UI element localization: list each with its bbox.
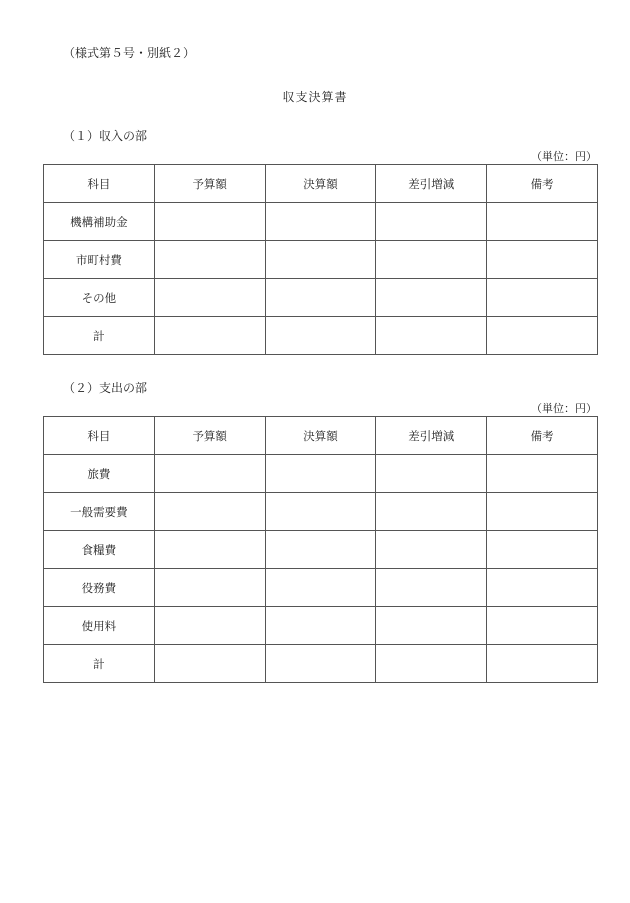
table-header-row (44, 165, 598, 203)
difference-cell[interactable] (376, 455, 487, 493)
table-row-total (44, 645, 598, 683)
header-budget: 予算額 (154, 165, 265, 203)
budget-cell[interactable] (154, 279, 265, 317)
row-item-label: 旅費 (44, 455, 155, 493)
header-actual: 決算額 (265, 417, 376, 455)
remarks-cell[interactable] (487, 569, 598, 607)
table-row (44, 531, 598, 569)
table-header-row (44, 417, 598, 455)
budget-cell[interactable] (154, 607, 265, 645)
actual-cell[interactable] (265, 569, 376, 607)
table-row (44, 241, 598, 279)
row-item-label: 一般需要費 (44, 493, 155, 531)
header-remarks: 備考 (487, 165, 598, 203)
budget-cell[interactable] (154, 455, 265, 493)
difference-cell[interactable] (376, 645, 487, 683)
table-row (44, 569, 598, 607)
header-item: 科目 (44, 165, 155, 203)
difference-cell[interactable] (376, 203, 487, 241)
actual-cell[interactable] (265, 645, 376, 683)
income-table (43, 164, 598, 355)
budget-cell[interactable] (154, 531, 265, 569)
remarks-cell[interactable] (487, 203, 598, 241)
remarks-cell[interactable] (487, 645, 598, 683)
row-item-label: 役務費 (44, 569, 155, 607)
header-remarks: 備考 (487, 417, 598, 455)
difference-cell[interactable] (376, 279, 487, 317)
actual-cell[interactable] (265, 241, 376, 279)
income-section-title: （１）収入の部 (63, 129, 148, 143)
expense-unit-label: （単位：円） (531, 402, 597, 415)
remarks-cell[interactable] (487, 241, 598, 279)
header-item: 科目 (44, 417, 155, 455)
row-item-label: 計 (44, 317, 155, 355)
actual-cell[interactable] (265, 279, 376, 317)
remarks-cell[interactable] (487, 607, 598, 645)
actual-cell[interactable] (265, 317, 376, 355)
remarks-cell[interactable] (487, 493, 598, 531)
row-item-label: 食糧費 (44, 531, 155, 569)
budget-cell[interactable] (154, 645, 265, 683)
table-row (44, 607, 598, 645)
actual-cell[interactable] (265, 531, 376, 569)
difference-cell[interactable] (376, 493, 487, 531)
table-row (44, 279, 598, 317)
header-budget: 予算額 (154, 417, 265, 455)
table-row (44, 493, 598, 531)
table-row-total (44, 317, 598, 355)
row-item-label: その他 (44, 279, 155, 317)
row-item-label: 機構補助金 (44, 203, 155, 241)
difference-cell[interactable] (376, 241, 487, 279)
remarks-cell[interactable] (487, 531, 598, 569)
header-actual: 決算額 (265, 165, 376, 203)
difference-cell[interactable] (376, 531, 487, 569)
table-row (44, 455, 598, 493)
budget-cell[interactable] (154, 241, 265, 279)
difference-cell[interactable] (376, 607, 487, 645)
expense-table (43, 416, 598, 683)
remarks-cell[interactable] (487, 279, 598, 317)
row-item-label: 市町村費 (44, 241, 155, 279)
budget-cell[interactable] (154, 493, 265, 531)
remarks-cell[interactable] (487, 455, 598, 493)
row-item-label: 使用料 (44, 607, 155, 645)
budget-cell[interactable] (154, 569, 265, 607)
expense-section-title: （２）支出の部 (63, 381, 148, 395)
table-row (44, 203, 598, 241)
difference-cell[interactable] (376, 569, 487, 607)
header-difference: 差引増減 (376, 417, 487, 455)
actual-cell[interactable] (265, 493, 376, 531)
remarks-cell[interactable] (487, 317, 598, 355)
header-difference: 差引増減 (376, 165, 487, 203)
actual-cell[interactable] (265, 203, 376, 241)
budget-cell[interactable] (154, 203, 265, 241)
budget-cell[interactable] (154, 317, 265, 355)
actual-cell[interactable] (265, 607, 376, 645)
row-item-label: 計 (44, 645, 155, 683)
difference-cell[interactable] (376, 317, 487, 355)
income-unit-label: （単位：円） (531, 150, 597, 163)
form-number: （様式第５号・別紙２） (63, 46, 196, 60)
document-title: 収支決算書 (282, 90, 348, 104)
actual-cell[interactable] (265, 455, 376, 493)
